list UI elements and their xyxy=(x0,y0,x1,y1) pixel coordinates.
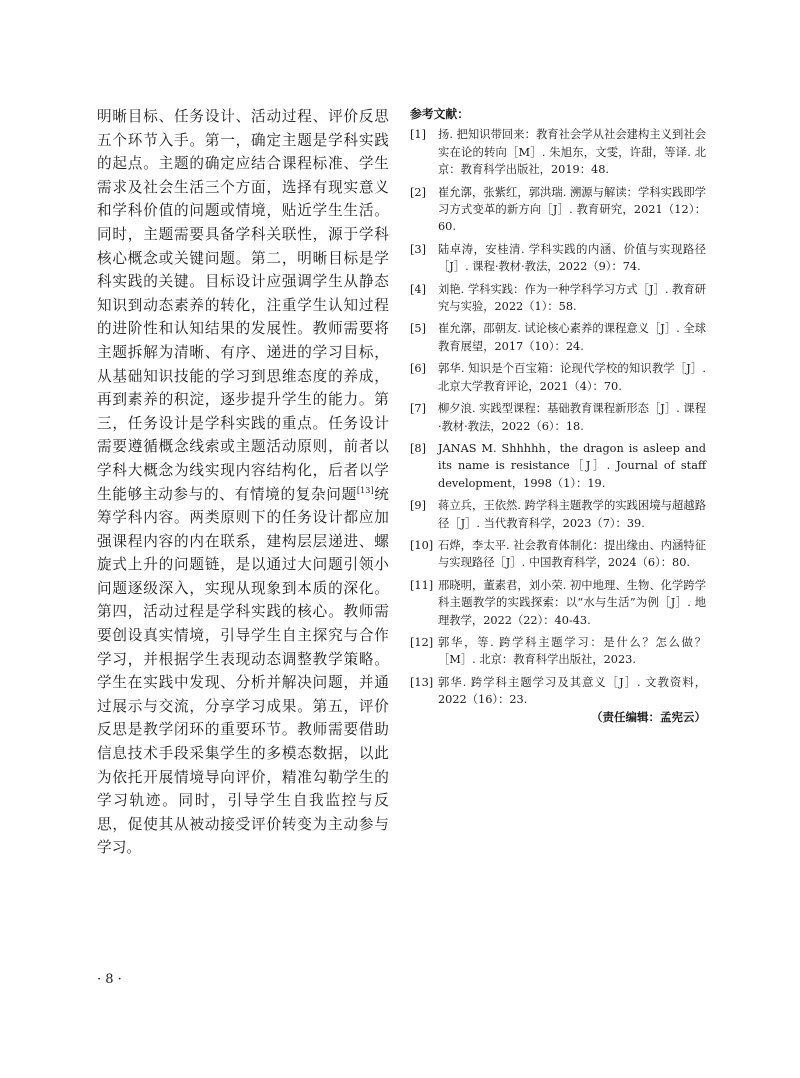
reference-item xyxy=(410,634,706,669)
body-paragraph xyxy=(97,105,389,860)
citation-marker: [13] xyxy=(356,485,374,495)
body-text-part-1: 明晰目标、任务设计、活动过程、评价反思五个环节入手。第一，确定主题是学科实践的起点。主题的确定应结合课程标准、学生需求及社会生活三个方面，选择有现实意义和学科价值的问题或情境，贴近学生生活。同时，主题需要具备学科关联性，源于学科核心概念或关键问题。第二，明晰目标是学科实践的关键。目标设计应强调学生从静态知识到动态素养的转化，注重学生认知过程的进阶性和认知结果的发展性。教师需要将主题拆解为清晰、有序、递进的学习目标，从基础知识技能的学习到思维态度的养成，再到素养的积淀，逐步提升学生的能力。第三，任务设计是学科实践的重点。任务设计需要遵循概念线索或主题活动原则，前者以学科大概念为线实现内容结构化，后者以学生能够主动参与的、有情境的复杂问题 xyxy=(97,108,389,503)
reference-item xyxy=(410,537,706,572)
reference-number: [8] xyxy=(410,441,427,455)
reference-text: 蒋立兵，王依然. 跨学科主题教学的实践困境与超越路径［J］. 当代教育科学，2023（7）：39. xyxy=(438,499,706,530)
reference-text: 崔允漷，邵朝友. 试论核心素养的课程意义［J］. 全球教育展望，2017（10）：24. xyxy=(438,322,706,353)
reference-number: [9] xyxy=(410,499,427,513)
reference-text: 石烨，李太平. 社会教育体制化：提出缘由、内涵特征与实现路径［J］. 中国教育科学，2024（6）：80. xyxy=(438,538,706,570)
reference-list xyxy=(410,126,706,708)
reference-number: [4] xyxy=(410,282,427,296)
references-title: 参考文献： xyxy=(410,107,469,121)
reference-item xyxy=(410,184,706,236)
body-text-part-2: 统筹学科内容。两类原则下的任务设计都应加强课程内容的内在联系，建构层层递进、螺旋式上升的问题链，是以通过大问题引领小问题逐级深入，实现从现象到本质的深化。第四，活动过程是学科实践的核心。教师需要创设真实情境，引导学生自主探究与合作学习，并根据学生表现动态调整教学策略。学生在实践中发现、分析并解决问题，并通过展示与交流，分享学习成果。第五，评价反思是教学闭环的重要环节。教师需要借助信息技术手段采集学生的多模态数据，以此为依托开展情境导向评价，精准勾勒学生的学习轨迹。同时，引导学生自我监控与反思，促使其从被动接受评价转变为主动参与学习。 xyxy=(97,485,389,857)
reference-item xyxy=(410,126,706,178)
responsible-editor: （责任编辑：孟宪云） xyxy=(591,710,706,724)
reference-number: [12] xyxy=(410,635,434,649)
reference-item xyxy=(410,241,706,276)
reference-item xyxy=(410,674,706,709)
reference-text: 郭华. 跨学科主题学习及其意义［J］. 文教资料，2022（16）：23. xyxy=(438,675,706,707)
reference-text: 郭华. 知识是个百宝箱：论现代学校的知识教学［J］. 北京大学教育评论，2021（4）：70. xyxy=(438,362,706,393)
reference-number: [7] xyxy=(410,402,427,416)
references-column xyxy=(410,106,706,714)
reference-text: 扬. 把知识带回来：教育社会学从社会建构主义到社会实在论的转向［M］. 朱旭东，文雯，许甜，等译. 北京：教育科学出版社，2019：48. xyxy=(438,128,706,177)
reference-text: 崔允漷，张紫红，郭洪瑞. 溯源与解读：学科实践即学习方式变革的新方向［J］. 教育研究，2021（12）：60. xyxy=(438,185,706,234)
reference-item xyxy=(410,400,706,435)
reference-item xyxy=(410,360,706,395)
reference-text: JANAS M. Shhhhh，the dragon is asleep and its name is resistance［J］. Journal of staff development，1998（1）：19. xyxy=(438,441,706,490)
reference-text: 邢晓明，董素君，刘小荣. 初中地理、生物、化学跨学科主题教学的实践探索：以“水与生活”为例［J］. 地理教学，2022（22）：40-43. xyxy=(438,578,706,627)
reference-number: [3] xyxy=(410,242,427,256)
body-text-column xyxy=(97,105,389,860)
reference-number: [11] xyxy=(410,578,434,592)
reference-number: [13] xyxy=(410,675,434,689)
reference-number: [2] xyxy=(410,185,427,199)
reference-text: 柳夕浪. 实践型课程：基础教育课程新形态［J］. 课程·教材·教法，2022（6）：18. xyxy=(438,402,706,433)
reference-text: 郭华，等. 跨学科主题学习：是什么？怎么做？［M］. 北京：教育科学出版社，2023. xyxy=(438,635,706,667)
reference-item xyxy=(410,577,706,629)
reference-text: 刘艳. 学科实践：作为一种学科学习方式［J］. 教育研究与实验，2022（1）：58. xyxy=(438,282,706,314)
reference-number: [6] xyxy=(410,362,427,376)
reference-number: [5] xyxy=(410,322,427,336)
reference-item xyxy=(410,281,706,316)
reference-item xyxy=(410,497,706,532)
reference-number: [10] xyxy=(410,538,434,552)
reference-item xyxy=(410,320,706,355)
page-number: · 8 · xyxy=(97,972,122,987)
reference-item xyxy=(410,440,706,492)
reference-number: [1] xyxy=(410,128,427,142)
reference-text: 陆卓涛，安桂清. 学科实践的内涵、价值与实现路径［J］. 课程·教材·教法，2022（9）：74. xyxy=(438,242,706,274)
